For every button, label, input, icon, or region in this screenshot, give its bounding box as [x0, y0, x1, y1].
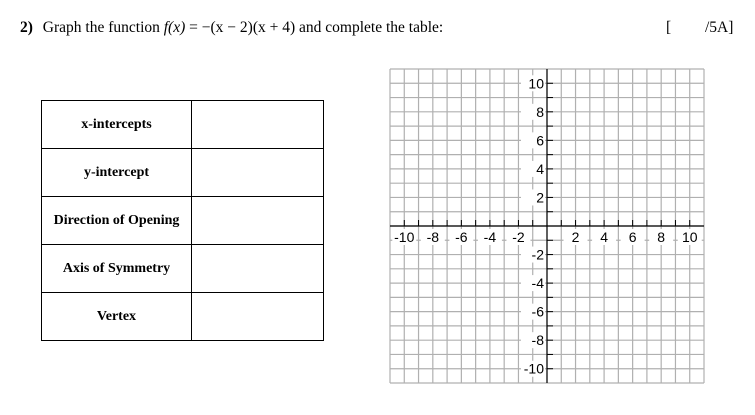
row-label-axis-of-symmetry: Axis of Symmetry	[42, 245, 192, 293]
x-tick-label: -4	[483, 229, 497, 245]
question-text-after: and complete the table:	[299, 19, 444, 36]
x-tick-label: -2	[512, 229, 525, 245]
x-tick-label: 10	[681, 229, 698, 245]
x-tick-label: -10	[394, 229, 415, 245]
x-tick-label: -6	[455, 229, 468, 245]
row-label-x-intercepts: x-intercepts	[42, 101, 192, 149]
function-lhs: f(x)	[163, 19, 186, 36]
row-label-y-intercept: y-intercept	[42, 149, 192, 197]
question-text-before: Graph the function	[42, 19, 160, 36]
x-tick-label: -8	[426, 229, 440, 245]
x-tick-label: 2	[571, 229, 580, 245]
y-tick-label: 6	[536, 132, 544, 149]
y-tick-label: -2	[531, 246, 544, 263]
x-tick-label: 8	[657, 229, 666, 245]
x-tick-label: 4	[600, 229, 608, 245]
marks-total: /5A]	[705, 19, 734, 36]
y-tick-label: -8	[531, 332, 544, 349]
y-tick-label: 2	[536, 189, 544, 206]
x-tick-label: 6	[628, 229, 637, 245]
question-number: 2)	[20, 19, 33, 36]
function-rhs: = −(x − 2)(x + 4)	[189, 19, 296, 36]
y-tick-label: 4	[536, 160, 544, 177]
y-tick-label: -6	[531, 303, 544, 320]
y-tick-label: 10	[528, 75, 544, 92]
row-label-vertex: Vertex	[42, 293, 192, 341]
y-tick-label: 8	[536, 103, 544, 120]
y-tick-label: -4	[531, 275, 544, 292]
marks-bracket: [	[666, 19, 672, 36]
row-label-direction: Direction of Opening	[42, 197, 192, 245]
y-tick-label: -10	[523, 360, 544, 377]
